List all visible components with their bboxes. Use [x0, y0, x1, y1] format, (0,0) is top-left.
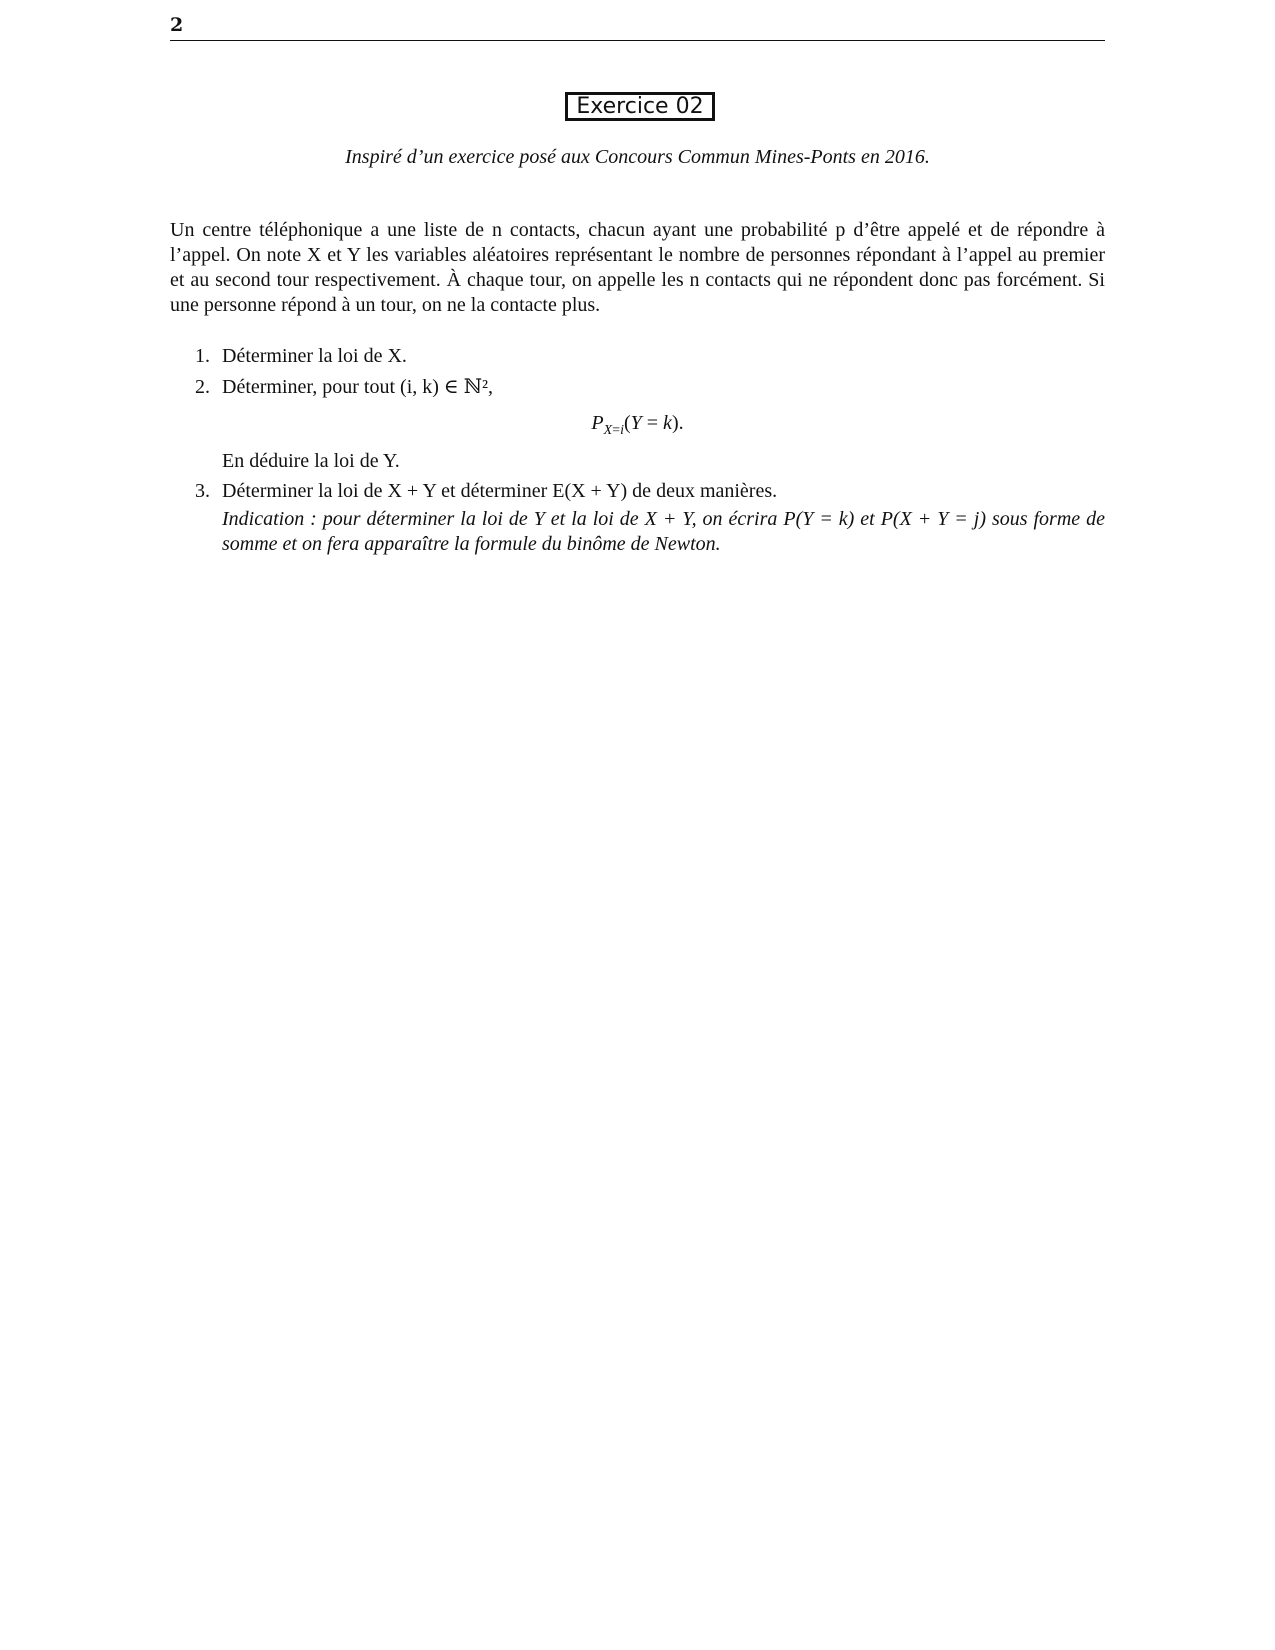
- page-number: 2: [170, 14, 184, 36]
- question-number: 3.: [195, 480, 210, 502]
- exercise-subtitle: Inspiré d’un exercice posé aux Concours Commun Mines-Ponts en 2016.: [345, 146, 930, 168]
- question-text: Déterminer, pour tout (i, k) ∈ ℕ²,: [222, 376, 493, 398]
- conditional-probability-formula: [0, 412, 1275, 439]
- question-number: 1.: [195, 345, 210, 367]
- question-text: Déterminer la loi de X.: [222, 345, 407, 367]
- formula-text: $P_{X=i}(Y = k)$.: [591, 412, 684, 438]
- question-number: 2.: [195, 376, 210, 398]
- question-followup: En déduire la loi de Y.: [222, 450, 400, 472]
- question-text: Déterminer la loi de X + Y et déterminer E(X + Y) de deux manières.: [222, 480, 778, 502]
- exercise-title: Exercice 02: [576, 93, 704, 119]
- exercise-title-box: [565, 92, 715, 121]
- question-hint: Indication : pour déterminer la loi de Y et la loi de X + Y, on écrira P(Y = k) et P(X + Y = j) sous forme de somme et on fera apparaître la formule du binôme de Newton.: [222, 508, 1105, 555]
- intro-paragraph: Un centre téléphonique a une liste de n contacts, chacun ayant une probabilité p d’être appelé et de répondre à l’appel. On note X et Y les variables aléatoires représentant le nombre de personnes répondant à l’appel au premier et au second tour respectivement. À chaque tour, on appelle les n contacts qui ne répondent donc pas forcément. Si une personne répond à un tour, on ne la contacte plus.: [170, 219, 1105, 316]
- header-rule: [170, 40, 1105, 41]
